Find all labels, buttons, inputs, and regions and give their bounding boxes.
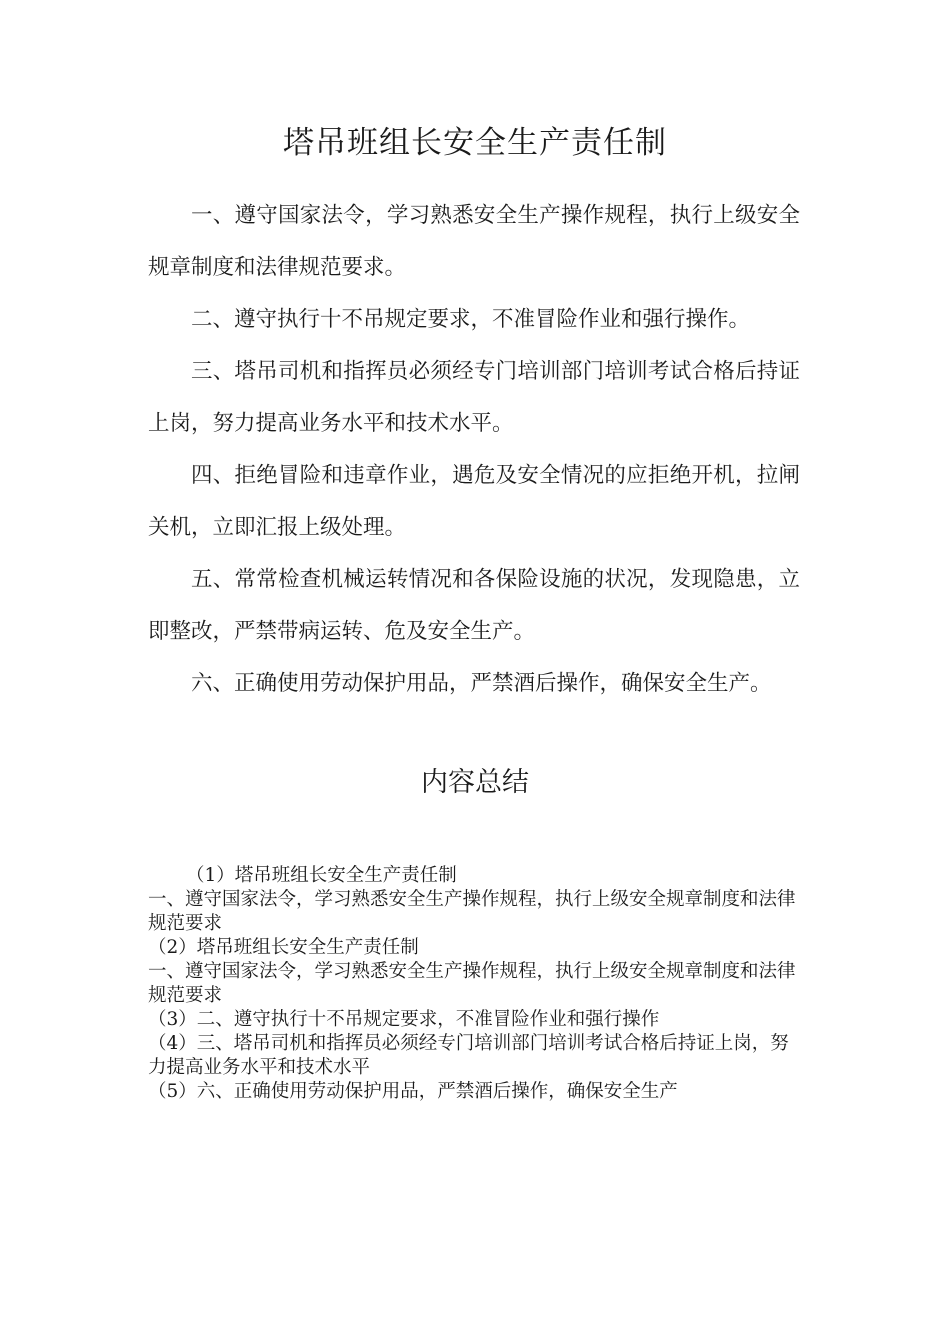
summary-line-5: （3）二、遵守执行十不吊规定要求，不准冒险作业和强行操作: [148, 1009, 660, 1030]
paragraph-1: 一、遵守国家法令，学习熟悉安全生产操作规程，执行上级安全规章制度和法律规范要求。: [148, 203, 800, 280]
summary-line-1: （1）塔吊班组长安全生产责任制: [186, 865, 457, 886]
paragraph-2: 二、遵守执行十不吊规定要求，不准冒险作业和强行操作。: [191, 307, 751, 332]
paragraph-3: 三、塔吊司机和指挥员必须经专门培训部门培训考试合格后持证上岗，努力提高业务水平和技术水平。: [148, 359, 800, 436]
summary-line-4: 一、遵守国家法令，学习熟悉安全生产操作规程，执行上级安全规章制度和法律规范要求: [148, 961, 796, 1006]
summary-line-2: 一、遵守国家法令，学习熟悉安全生产操作规程，执行上级安全规章制度和法律规范要求: [148, 889, 796, 934]
document-body: [148, 190, 800, 710]
summary-line-3: （2）塔吊班组长安全生产责任制: [148, 937, 419, 958]
document-title: 塔吊班组长安全生产责任制: [283, 125, 667, 161]
summary-line-6: （4）三、塔吊司机和指挥员必须经专门培训部门培训考试合格后持证上岗，努力提高业务水平和技术水平: [148, 1033, 789, 1078]
paragraph-4: 四、拒绝冒险和违章作业，遇危及安全情况的应拒绝开机，拉闸关机，立即汇报上级处理。: [148, 463, 800, 540]
summary-line-7: （5）六、正确使用劳动保护用品，严禁酒后操作，确保安全生产: [148, 1081, 678, 1102]
paragraph-6: 六、正确使用劳动保护用品，严禁酒后操作，确保安全生产。: [191, 671, 772, 696]
paragraph-5: 五、常常检查机械运转情况和各保险设施的状况，发现隐患，立即整改，严禁带病运转、危及安全生产。: [148, 567, 800, 644]
summary-title: 内容总结: [421, 767, 529, 798]
summary-body: [148, 864, 800, 1104]
